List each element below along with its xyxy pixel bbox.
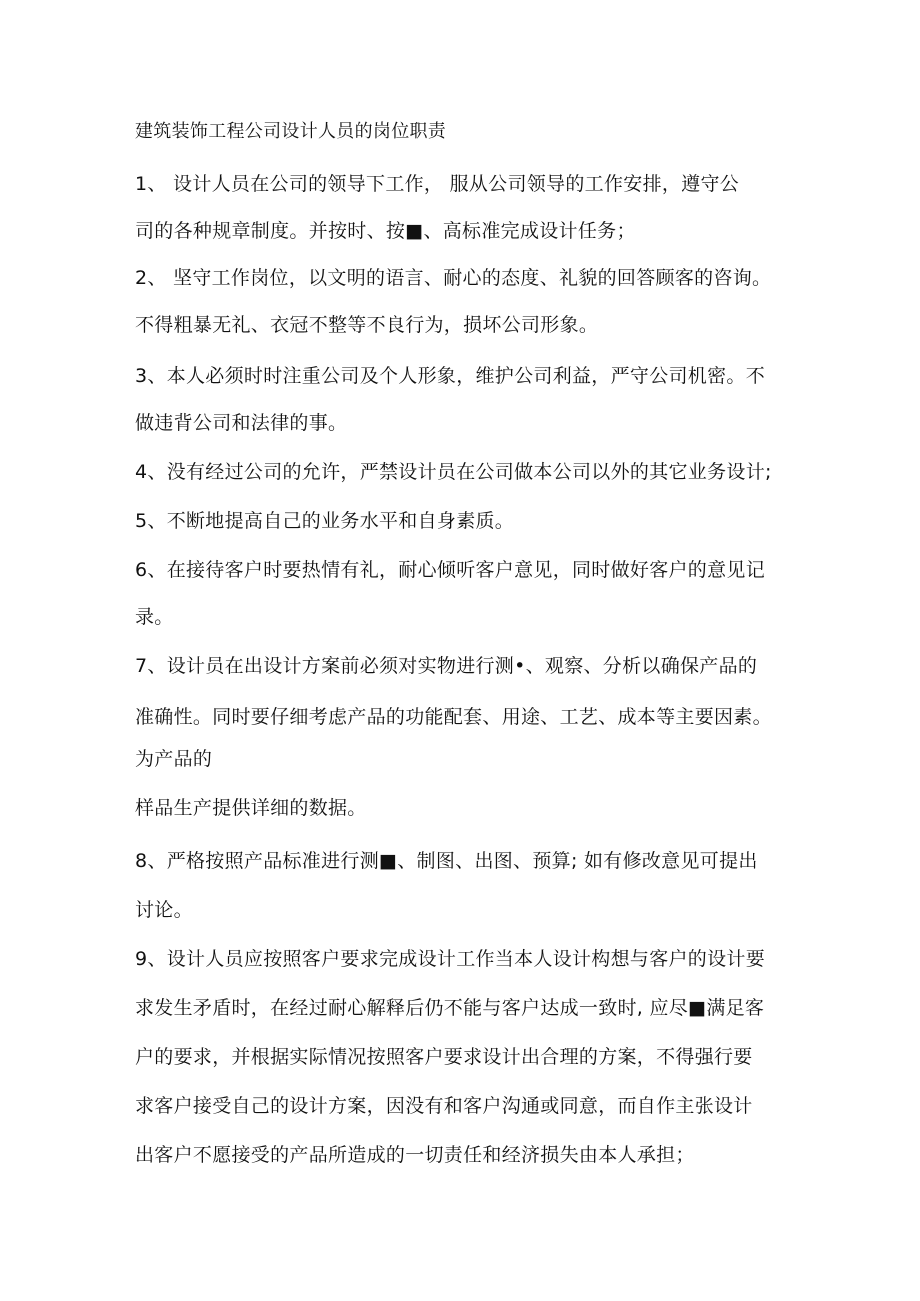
- text-line-19: 户的要求，并根据实际情况按照客户要求设计出合理的方案，不得强行要: [135, 1046, 753, 1068]
- text-line-2: 司的各种规章制度。并按时、按■、高标准完成设计任务；: [135, 220, 636, 242]
- text-line-15: 8、严格按照产品标准进行测■、制图、出图、预算; 如有修改意见可提出: [135, 850, 758, 872]
- text-line-16: 讨论。: [135, 899, 193, 921]
- text-line-20: 求客户接受自己的设计方案，因没有和客户沟通或同意，而自作主张设计: [135, 1095, 753, 1117]
- text-line-17: 9、设计人员应按照客户要求完成设计工作当本人设计构想与客户的设计要: [135, 948, 765, 970]
- text-line-1: 1、 设计人员在公司的领导下工作， 服从公司领导的工作安排，遵守公: [135, 173, 740, 195]
- text-line-6: 做违背公司和法律的事。: [135, 412, 348, 434]
- text-line-14: 样品生产提供详细的数据。: [135, 797, 367, 819]
- text-line-21: 出客户不愿接受的产品所造成的一切责任和经济损失由本人承担；: [135, 1144, 695, 1166]
- text-line-13: 为产品的: [135, 748, 213, 770]
- text-line-7: 4、没有经过公司的允许，严禁设计员在公司做本公司以外的其它业务设计;: [135, 461, 772, 483]
- text-line-8: 5、不断地提高自己的业务水平和自身素质。: [135, 510, 515, 532]
- text-line-3: 2、 坚守工作岗位，以文明的语言、耐心的态度、礼貌的回答顾客的咨询。: [135, 267, 772, 289]
- text-line-12: 准确性。同时要仔细考虑产品的功能配套、用途、工艺、成本等主要因素。: [135, 706, 772, 728]
- text-line-11: 7、设计员在出设计方案前必须对实物进行测•、观察、分析以确保产品的: [135, 655, 758, 677]
- document-title: 建筑装饰工程公司设计人员的岗位职责: [135, 121, 447, 142]
- text-line-9: 6、在接待客户时要热情有礼，耐心倾听客户意见，同时做好客户的意见记: [135, 559, 765, 581]
- text-line-10: 录。: [135, 606, 174, 628]
- text-line-4: 不得粗暴无礼、衣冠不整等不良行为，损坏公司形象。: [135, 314, 599, 336]
- text-line-5: 3、本人必须时时注重公司及个人形象，维护公司利益，严守公司机密。不: [135, 365, 765, 387]
- text-line-18: 求发生矛盾时，在经过耐心解释后仍不能与客户达成一致时, 应尽■满足客: [135, 997, 765, 1019]
